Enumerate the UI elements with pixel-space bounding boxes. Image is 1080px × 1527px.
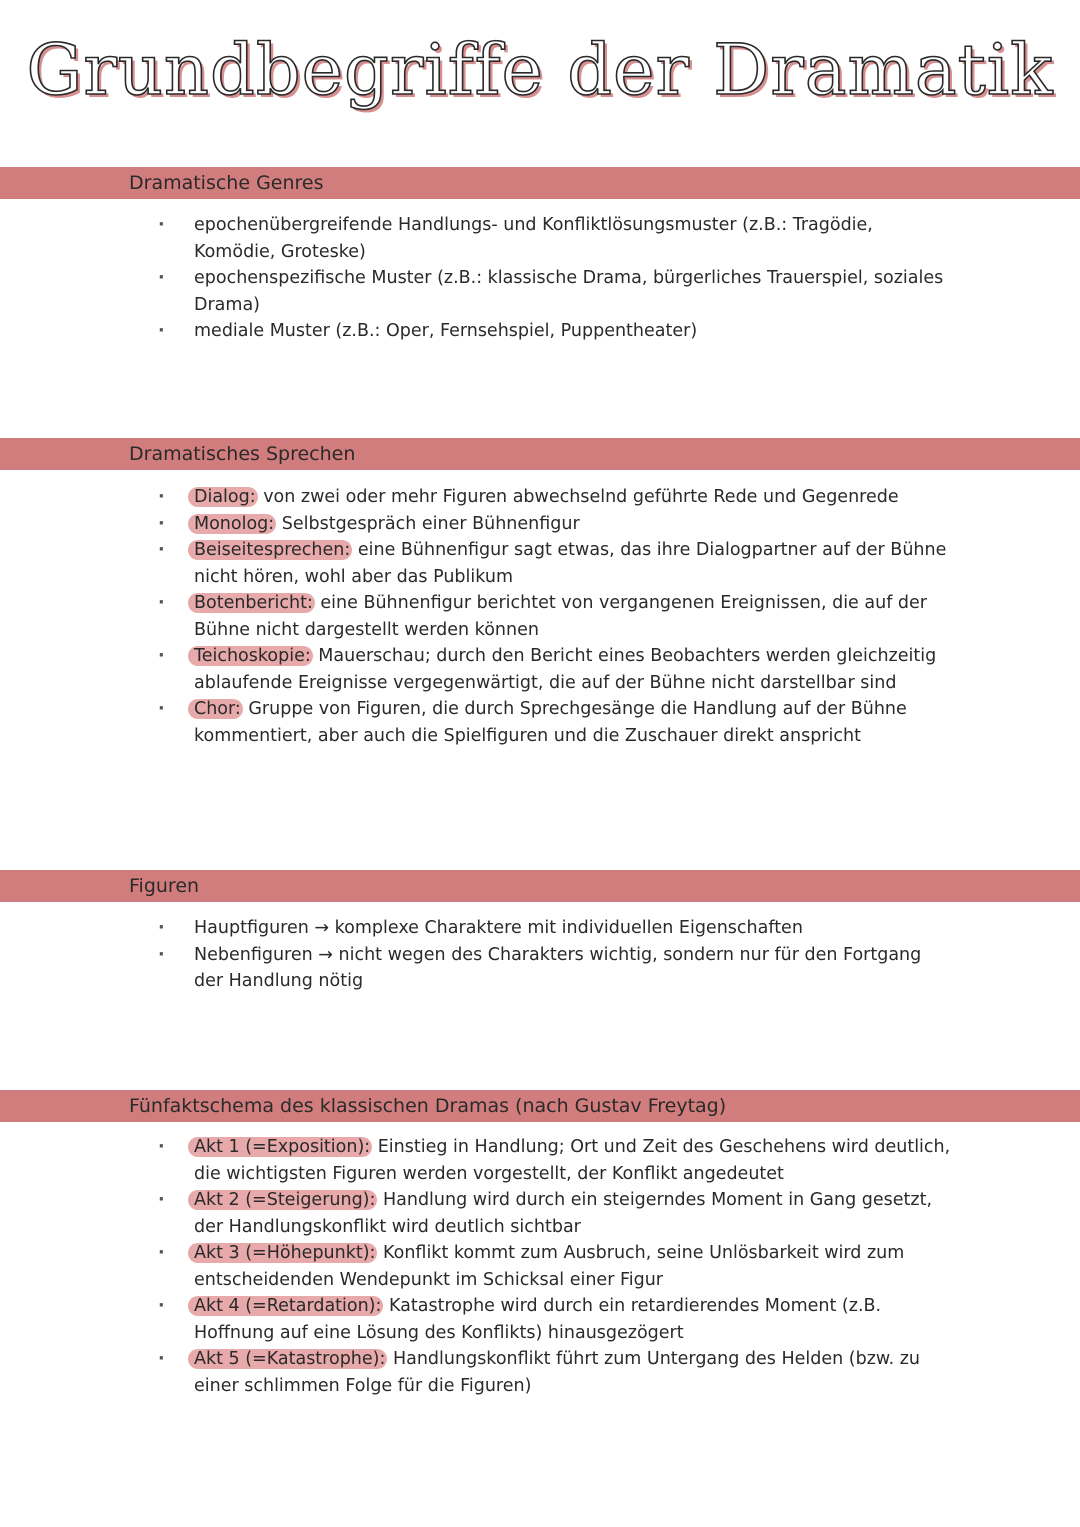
list-item: · Beiseitesprechen: eine Bühnenfigur sagt etwas, das ihre Dialogpartner auf der Bühne nicht hören, wohl aber das Publikum [0,537,954,590]
list-item: · Nebenfiguren → nicht wegen des Charakters wichtig, sondern nur für den Fortgang der Handlung nötig [0,942,954,995]
section-heading: Figuren [129,875,200,897]
term-highlight: Akt 5 (=Katastrophe): [194,1349,386,1369]
section-heading-bar [0,1090,1080,1122]
list-item: · Akt 2 (=Steigerung): Handlung wird durch ein steigerndes Moment in Gang gesetzt, der Handlungskonflikt wird deutlich sichtbar [0,1187,954,1240]
term-highlight: Akt 2 (=Steigerung): [194,1190,376,1210]
list-item: · Akt 3 (=Höhepunkt): Konflikt kommt zum Ausbruch, seine Unlösbarkeit wird zum entscheidenden Wendepunkt im Schicksal einer Figur [0,1240,954,1293]
term-highlight: Akt 3 (=Höhepunkt): [194,1243,376,1263]
section-heading: Fünfaktschema des klassischen Dramas (nach Gustav Freytag) [129,1095,727,1117]
term-highlight: Dialog: [194,487,256,507]
list-item: · Hauptfiguren → komplexe Charaktere mit individuellen Eigenschaften [0,915,954,942]
genres-list [0,212,1080,345]
list-item: · Dialog: von zwei oder mehr Figuren abwechselnd geführte Rede und Gegenrede [0,484,954,511]
section-heading-bar [0,438,1080,470]
section-dramatisches-sprechen [0,438,1080,470]
page-title: Grundbegriffe der Dramatik [26,29,1054,111]
list-item: · epochenspezifische Muster (z.B.: klassische Drama, bürgerliches Trauerspiel, soziales Drama) [0,265,954,318]
term-highlight: Botenbericht: [194,593,313,613]
term-highlight: Akt 4 (=Retardation): [194,1296,382,1316]
term-highlight: Teichoskopie: [194,646,311,666]
section-fuenfaktschema [0,1090,1080,1122]
term-highlight: Monolog: [194,513,275,534]
sprechen-list [0,484,1080,749]
fuenfakt-list [0,1134,1080,1399]
term-highlight: Beiseitesprechen: [194,540,351,560]
list-item: · Botenbericht: eine Bühnenfigur berichtet von vergangenen Ereignissen, die auf der Bühne nicht dargestellt werden können [0,590,954,643]
list-item: · epochenübergreifende Handlungs- und Konfliktlösungsmuster (z.B.: Tragödie, Komödie, Groteske) [0,212,954,265]
term-highlight: Akt 1 (=Exposition): [194,1137,371,1157]
section-heading: Dramatische Genres [129,172,324,194]
section-heading-bar [0,870,1080,902]
list-item: · mediale Muster (z.B.: Oper, Fernsehspiel, Puppentheater) [0,318,954,345]
figuren-list [0,915,1080,995]
term-highlight: Chor: [194,699,241,719]
list-item: · Akt 1 (=Exposition): Einstieg in Handlung; Ort und Zeit des Geschehens wird deutlich, die wichtigsten Figuren werden vorgestellt, der Konflikt angedeutet [0,1134,954,1187]
section-heading: Dramatisches Sprechen [129,443,356,465]
list-item: · Akt 4 (=Retardation): Katastrophe wird durch ein retardierendes Moment (z.B. Hoffnung auf eine Lösung des Konflikts) hinausgezögert [0,1293,954,1346]
section-heading-bar [0,167,1080,199]
list-item: · Akt 5 (=Katastrophe): Handlungskonflikt führt zum Untergang des Helden (bzw. zu einer schlimmen Folge für die Figuren) [0,1346,954,1399]
section-dramatische-genres [0,167,1080,199]
list-item: · Teichoskopie: Mauerschau; durch den Bericht eines Beobachters werden gleichzeitig ablaufende Ereignisse vergegenwärtigt, die auf der Bühne nicht darstellbar sind [0,643,954,696]
list-item: · Chor: Gruppe von Figuren, die durch Sprechgesänge die Handlung auf der Bühne kommentiert, aber auch die Spielfiguren und die Zuschauer direkt anspricht [0,696,954,749]
section-figuren [0,870,1080,902]
list-item: · Monolog: Selbstgespräch einer Bühnenfigur [0,511,954,538]
